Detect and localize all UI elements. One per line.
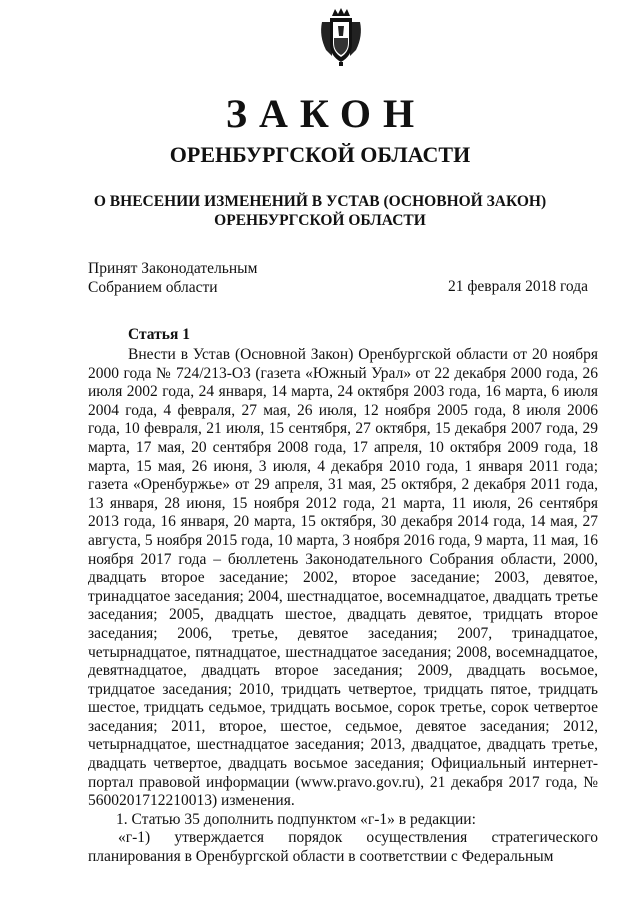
article-paragraph: Внести в Устав (Основной Закон) Оренбургской области от 20 ноября 2000 года № 724/213-ОЗ (газета «Южный Урал» от 22 декабря 2000 года, 26 июля 2002 года, 24 января, 14 марта, 24 октября 2003 года, 16 марта, 6 июля 2004 года, 4 февраля, 27 мая, 26 июля, 12 ноября 2005 года, 8 июля 2006 года, 10 февраля, 21 июля, 15 сентября, 27 октября, 15 декабря 2007 года, 29 марта, 17 мая, 20 сентября 2008 года, 17 апреля, 10 октября 2009 года, 18 марта, 15 мая, 26 июня, 3 июля, 4 декабря 2010 года, 1 января 2011 года; газета «Оренбуржье» от 29 апреля, 31 мая, 25 октября, 2 декабря 2011 года, 13 января, 28 июня, 15 ноября 2012 года, 21 марта, 11 июля, 26 сентября 2013 года, 16 января, 20 марта, 15 октября, 30 декабря 2014 года, 14 мая, 27 августа, 5 ноября 2015 года, 10 марта, 3 ноября 2016 года, 9 марта, 11 мая, 16 ноября 2017 года – бюллетень Законодательного Собрания области, 2000, двадцать второе заседание; 2002, второе заседание; 2003, девятое, тринадцатое заседания; 2004, шестнадцатое, восемнадцатое, двадцать третье заседания; 2005, двадцать шестое, двадцать девятое, тридцать второе заседания; 2006, третье, девятое заседания; 2007, тринадцатое, четырнадцатое, пятнадцатое, шестнадцатое заседания; 2008, восемнадцатое, девятнадцатое, двадцать второе заседания; 2009, двадцать восьмое, тридцатое заседания; 2010, тридцать четвертое, тридцать пятое, тридцать шестое, тридцать седьмое, тридцать восьмое, сорок третье, сорок четвертое заседания; 2011, второе, шестое, седьмое, девятое заседания; 2012, четырнадцатое, шестнадцатое заседания; 2013, двадцатое, двадцать третье, двадцать четвертое, двадцать восьмое заседания; Официальный интернет-портал правовой информации (www.pravo.gov.ru), 21 декабря 2017 года, № 5600201712210013) изменения. xyxy=(88,346,598,810)
adoption-note xyxy=(88,259,257,297)
article-body xyxy=(88,346,598,867)
region-title: ОРЕНБУРГСКОЙ ОБЛАСТИ xyxy=(169,142,471,167)
subtitle-line: ОРЕНБУРГСКОЙ ОБЛАСТИ xyxy=(214,212,426,229)
adoption-date: 21 февраля 2018 года xyxy=(447,278,588,295)
subtitle-line: О ВНЕСЕНИИ ИЗМЕНЕНИЙ В УСТАВ (ОСНОВНОЙ ЗАКОН) xyxy=(93,193,547,210)
article-paragraph: «г-1) утверждается порядок осуществления стратегического планирования в Оренбургской области в соответствии с Федеральным xyxy=(88,829,598,866)
law-title: ЗАКОН xyxy=(225,91,427,136)
law-subtitle xyxy=(0,192,640,230)
article-paragraph: 1. Статью 35 дополнить подпунктом «г-1» в редакции: xyxy=(116,810,476,828)
adoption-line: Собранием области xyxy=(88,279,218,296)
adoption-line: Принят Законодательным xyxy=(88,260,258,277)
coat-of-arms-icon xyxy=(318,6,364,66)
article-heading: Статья 1 xyxy=(128,326,190,343)
